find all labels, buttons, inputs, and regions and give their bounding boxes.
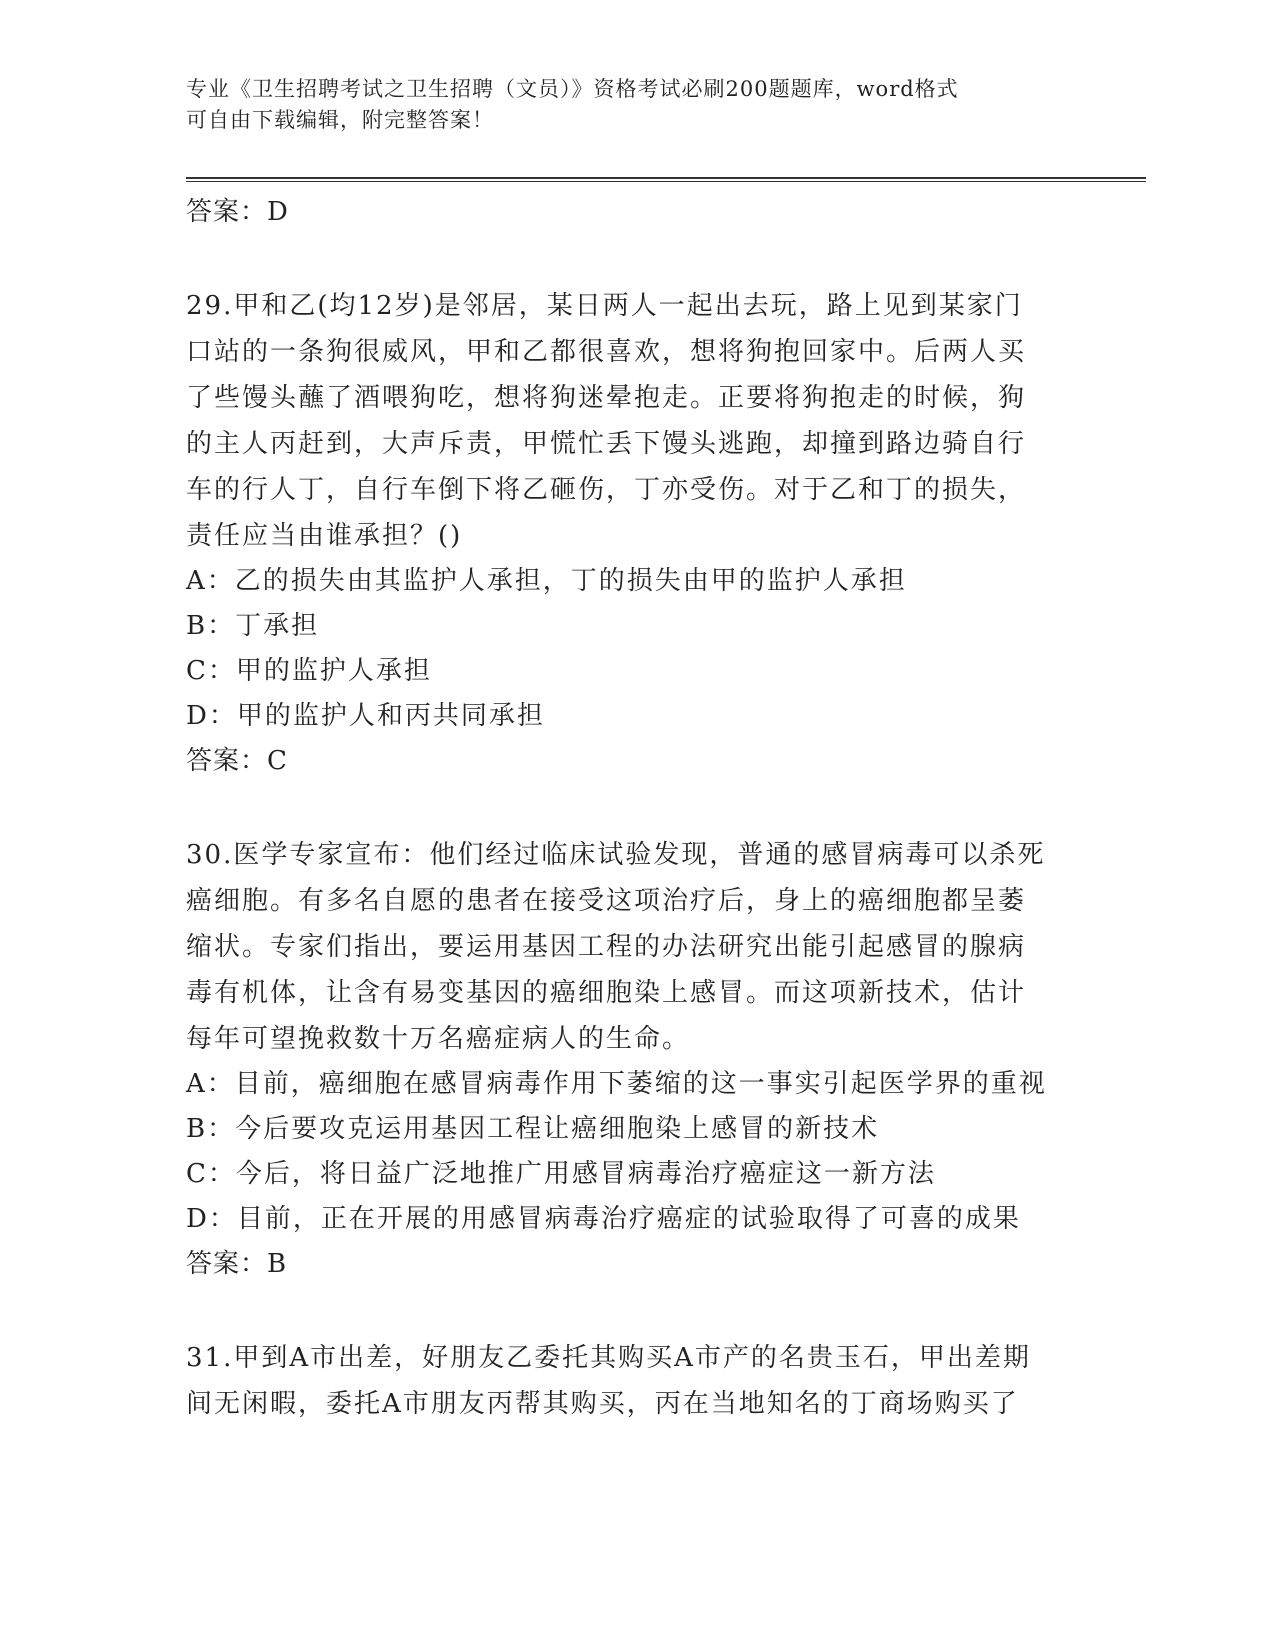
question-text bbox=[186, 1335, 1066, 1427]
option-c: C：今后，将日益广泛地推广用感冒病毒治疗癌症这一新方法 bbox=[186, 1159, 936, 1189]
question-line: 29.甲和乙(均12岁)是邻居，某日两人一起出去玩，路上见到某家门 bbox=[186, 291, 1023, 321]
question-line: 癌细胞。有多名自愿的患者在接受这项治疗后，身上的癌细胞都呈萎 bbox=[186, 886, 1027, 916]
answer-prev: 答案：D bbox=[186, 197, 289, 227]
answer: 答案：B bbox=[186, 1249, 288, 1279]
option-b: B：今后要攻克运用基因工程让癌细胞染上感冒的新技术 bbox=[186, 1114, 880, 1144]
content bbox=[186, 190, 1066, 1427]
question-line: 30.医学专家宣布：他们经过临床试验发现，普通的感冒病毒可以杀死 bbox=[186, 840, 1046, 870]
header-line-1: 专业《卫生招聘考试之卫生招聘（文员）》资格考试必刷200题题库，word格式 bbox=[186, 77, 959, 101]
question-text bbox=[186, 283, 1066, 559]
header-line-2: 可自由下载编辑，附完整答案！ bbox=[186, 108, 494, 132]
option-d: D：目前，正在开展的用感冒病毒治疗癌症的试验取得了可喜的成果 bbox=[186, 1204, 1021, 1234]
question-31 bbox=[186, 1335, 1066, 1427]
question-line: 责任应当由谁承担？() bbox=[186, 521, 463, 551]
question-line: 口站的一条狗很威风，甲和乙都很喜欢，想将狗抱回家中。后两人买 bbox=[186, 337, 1027, 367]
question-line: 了些馒头蘸了酒喂狗吃，想将狗迷晕抱走。正要将狗抱走的时候，狗 bbox=[186, 383, 1027, 413]
question-line: 间无闲暇，委托A市朋友丙帮其购买，丙在当地知名的丁商场购买了 bbox=[186, 1389, 1019, 1419]
question-29 bbox=[186, 283, 1066, 783]
option-a: A：目前，癌细胞在感冒病毒作用下萎缩的这一事实引起医学界的重视 bbox=[186, 1069, 1047, 1099]
question-line: 每年可望挽救数十万名癌症病人的生命。 bbox=[186, 1024, 691, 1054]
question-line: 的主人丙赶到，大声斥责，甲慌忙丢下馒头逃跑，却撞到路边骑自行 bbox=[186, 429, 1027, 459]
document-header bbox=[186, 74, 1066, 136]
question-30 bbox=[186, 832, 1066, 1286]
question-line: 31.甲到A市出差，好朋友乙委托其购买A市产的名贵玉石，甲出差期 bbox=[186, 1343, 1031, 1373]
spacer bbox=[186, 234, 1066, 283]
option-c: C：甲的监护人承担 bbox=[186, 656, 432, 686]
answer: 答案：C bbox=[186, 746, 288, 776]
header-rule-thin bbox=[186, 181, 1146, 182]
header-rule-thick bbox=[186, 177, 1146, 179]
question-line: 毒有机体，让含有易变基因的癌细胞染上感冒。而这项新技术，估计 bbox=[186, 978, 1027, 1008]
option-d: D：甲的监护人和丙共同承担 bbox=[186, 701, 545, 731]
spacer bbox=[186, 1286, 1066, 1335]
question-line: 缩状。专家们指出，要运用基因工程的办法研究出能引起感冒的腺病 bbox=[186, 932, 1027, 962]
spacer bbox=[186, 783, 1066, 832]
option-b: B：丁承担 bbox=[186, 611, 320, 641]
question-line: 车的行人丁，自行车倒下将乙砸伤，丁亦受伤。对于乙和丁的损失， bbox=[186, 475, 1027, 505]
option-a: A：乙的损失由其监护人承担，丁的损失由甲的监护人承担 bbox=[186, 566, 907, 596]
question-text bbox=[186, 832, 1066, 1062]
